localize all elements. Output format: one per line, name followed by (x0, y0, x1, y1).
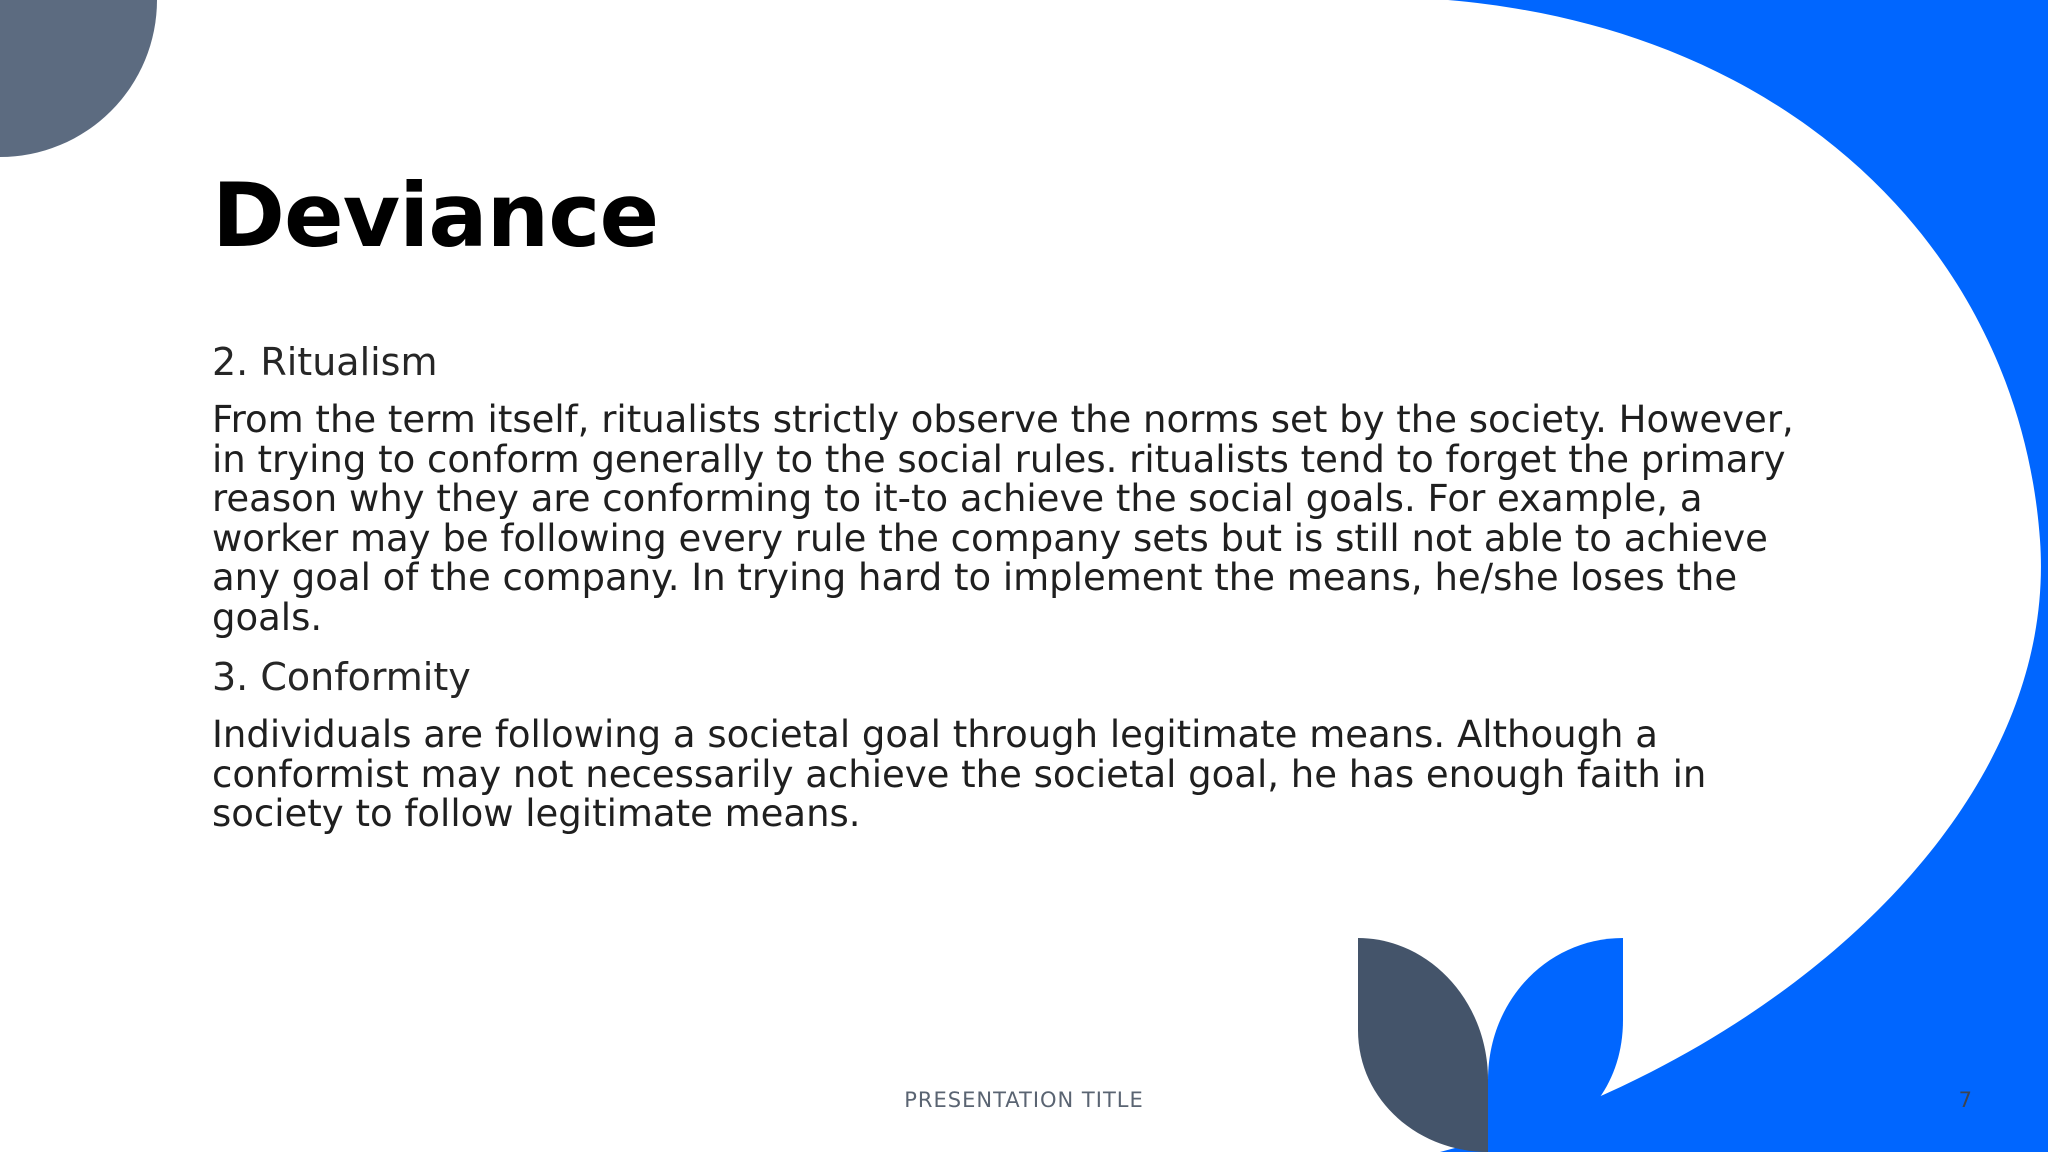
section-body-ritualism: From the term itself, ritualists strictly observe the norms set by the society. However, in trying to conform generally to the social rules. ritualists tend to forget the primary reason why they are conforming to it-to achieve the social goals. For example, a worker may be following every rule the company sets but is still not able to achieve any goal of the company. In trying hard to implement the means, he/she loses the goals. (212, 398, 1794, 639)
footer-presentation-title: PRESENTATION TITLE (904, 1088, 1144, 1112)
section-heading-conformity: 3. Conformity (212, 655, 471, 699)
slide-title: Deviance (212, 164, 659, 267)
page-number: 7 (1958, 1088, 1972, 1112)
section-body-conformity: Individuals are following a societal goal through legitimate means. Although a conformist may not necessarily achieve the societal goal, he has enough faith in society to follow legitimate means. (212, 713, 1707, 835)
section-heading-ritualism: 2. Ritualism (212, 340, 438, 384)
dark-leaf-shape (1358, 938, 1488, 1152)
slide-content (212, 338, 1812, 850)
corner-circle-shape (0, 0, 157, 157)
